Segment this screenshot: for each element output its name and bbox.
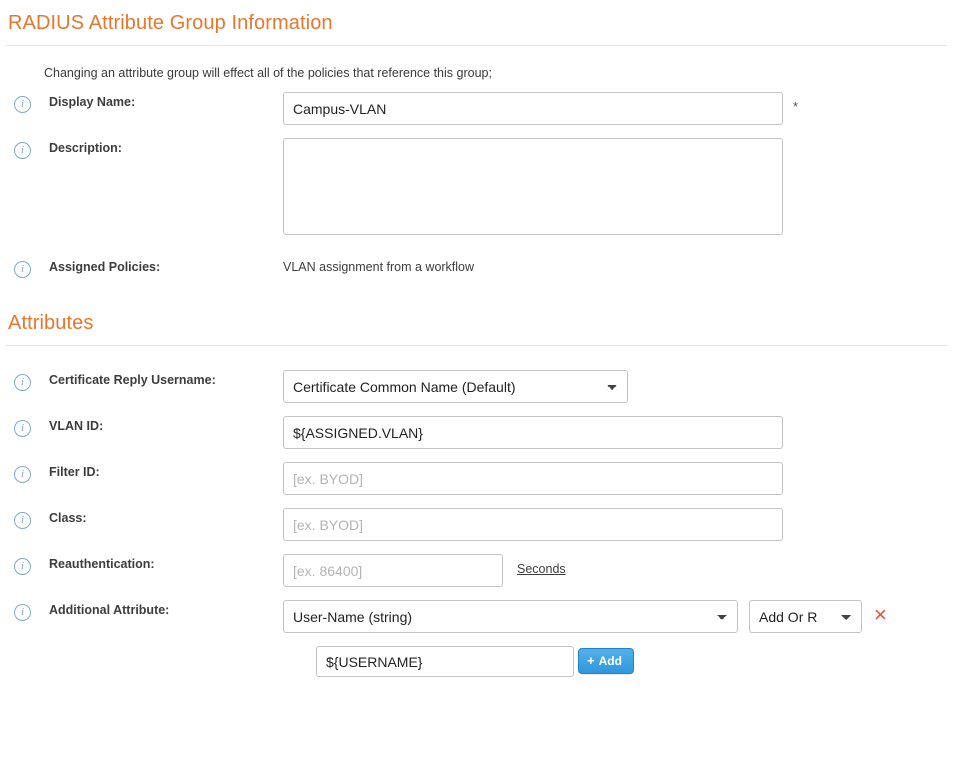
add-button-wrap [578, 648, 634, 674]
additional-attribute-select[interactable] [283, 600, 738, 633]
info-icon[interactable]: i [14, 261, 31, 278]
certificate-reply-username-label: Certificate Reply Username: [49, 373, 216, 387]
attributes-title: Attributes [8, 312, 94, 334]
filter-id-label: Filter ID: [49, 465, 100, 479]
spacer [0, 248, 953, 257]
description-label: Description: [49, 141, 122, 155]
additional-attribute-value-row [0, 646, 953, 677]
certificate-reply-username-select[interactable] [283, 370, 628, 403]
assigned-policies-label: Assigned Policies: [49, 260, 161, 274]
spacer [0, 346, 953, 370]
vlan-id-label: VLAN ID: [49, 419, 104, 433]
additional-attribute-operator-select[interactable] [749, 600, 862, 633]
plus-icon: + [587, 653, 595, 668]
info-icon[interactable]: i [14, 420, 31, 437]
display-name-input[interactable] [283, 92, 783, 125]
field-row-assigned-policies [0, 257, 953, 278]
filter-id-field [283, 462, 783, 495]
certificate-reply-username-field [283, 370, 628, 403]
add-attribute-button[interactable] [578, 648, 634, 674]
class-label: Class: [49, 511, 87, 525]
filter-id-input[interactable] [283, 462, 783, 495]
field-row-class [0, 508, 953, 541]
remove-attribute-icon[interactable]: × [874, 602, 887, 627]
info-icon[interactable]: i [14, 512, 31, 529]
page-title: RADIUS Attribute Group Information [8, 12, 333, 34]
display-name-field [283, 92, 798, 125]
description-textarea[interactable] [283, 138, 783, 235]
description-field [283, 138, 783, 235]
info-icon[interactable]: i [14, 558, 31, 575]
display-name-label: Display Name: [49, 95, 136, 109]
vlan-id-field [283, 416, 783, 449]
field-row-additional-attribute [0, 600, 953, 633]
info-icon[interactable]: i [14, 142, 31, 159]
field-row-certificate-reply-username [0, 370, 953, 403]
field-row-display-name [0, 92, 953, 125]
field-row-filter-id [0, 462, 953, 495]
field-row-description [0, 138, 953, 235]
reauthentication-field [283, 554, 566, 587]
additional-attribute-label: Additional Attribute: [49, 603, 170, 617]
vlan-id-input[interactable] [283, 416, 783, 449]
assigned-policies-field [283, 257, 474, 274]
seconds-link[interactable]: Seconds [517, 562, 566, 576]
info-icon[interactable]: i [14, 96, 31, 113]
reauthentication-input[interactable] [283, 554, 503, 587]
info-icon[interactable]: i [14, 604, 31, 621]
info-icon[interactable]: i [14, 466, 31, 483]
field-row-reauthentication [0, 554, 953, 587]
additional-attribute-field [283, 600, 887, 633]
class-input[interactable] [283, 508, 783, 541]
field-row-vlan-id [0, 416, 953, 449]
required-marker: * [793, 99, 799, 114]
reauthentication-label: Reauthentication: [49, 557, 155, 571]
info-icon[interactable]: i [14, 374, 31, 391]
additional-attribute-value-input[interactable] [316, 646, 574, 677]
add-button-label: Add [598, 654, 622, 668]
group-info-note: Changing an attribute group will effect all of the policies that reference this group; [44, 66, 492, 80]
class-field [283, 508, 783, 541]
assigned-policies-value: VLAN assignment from a workflow [283, 260, 475, 274]
spacer [0, 291, 953, 300]
